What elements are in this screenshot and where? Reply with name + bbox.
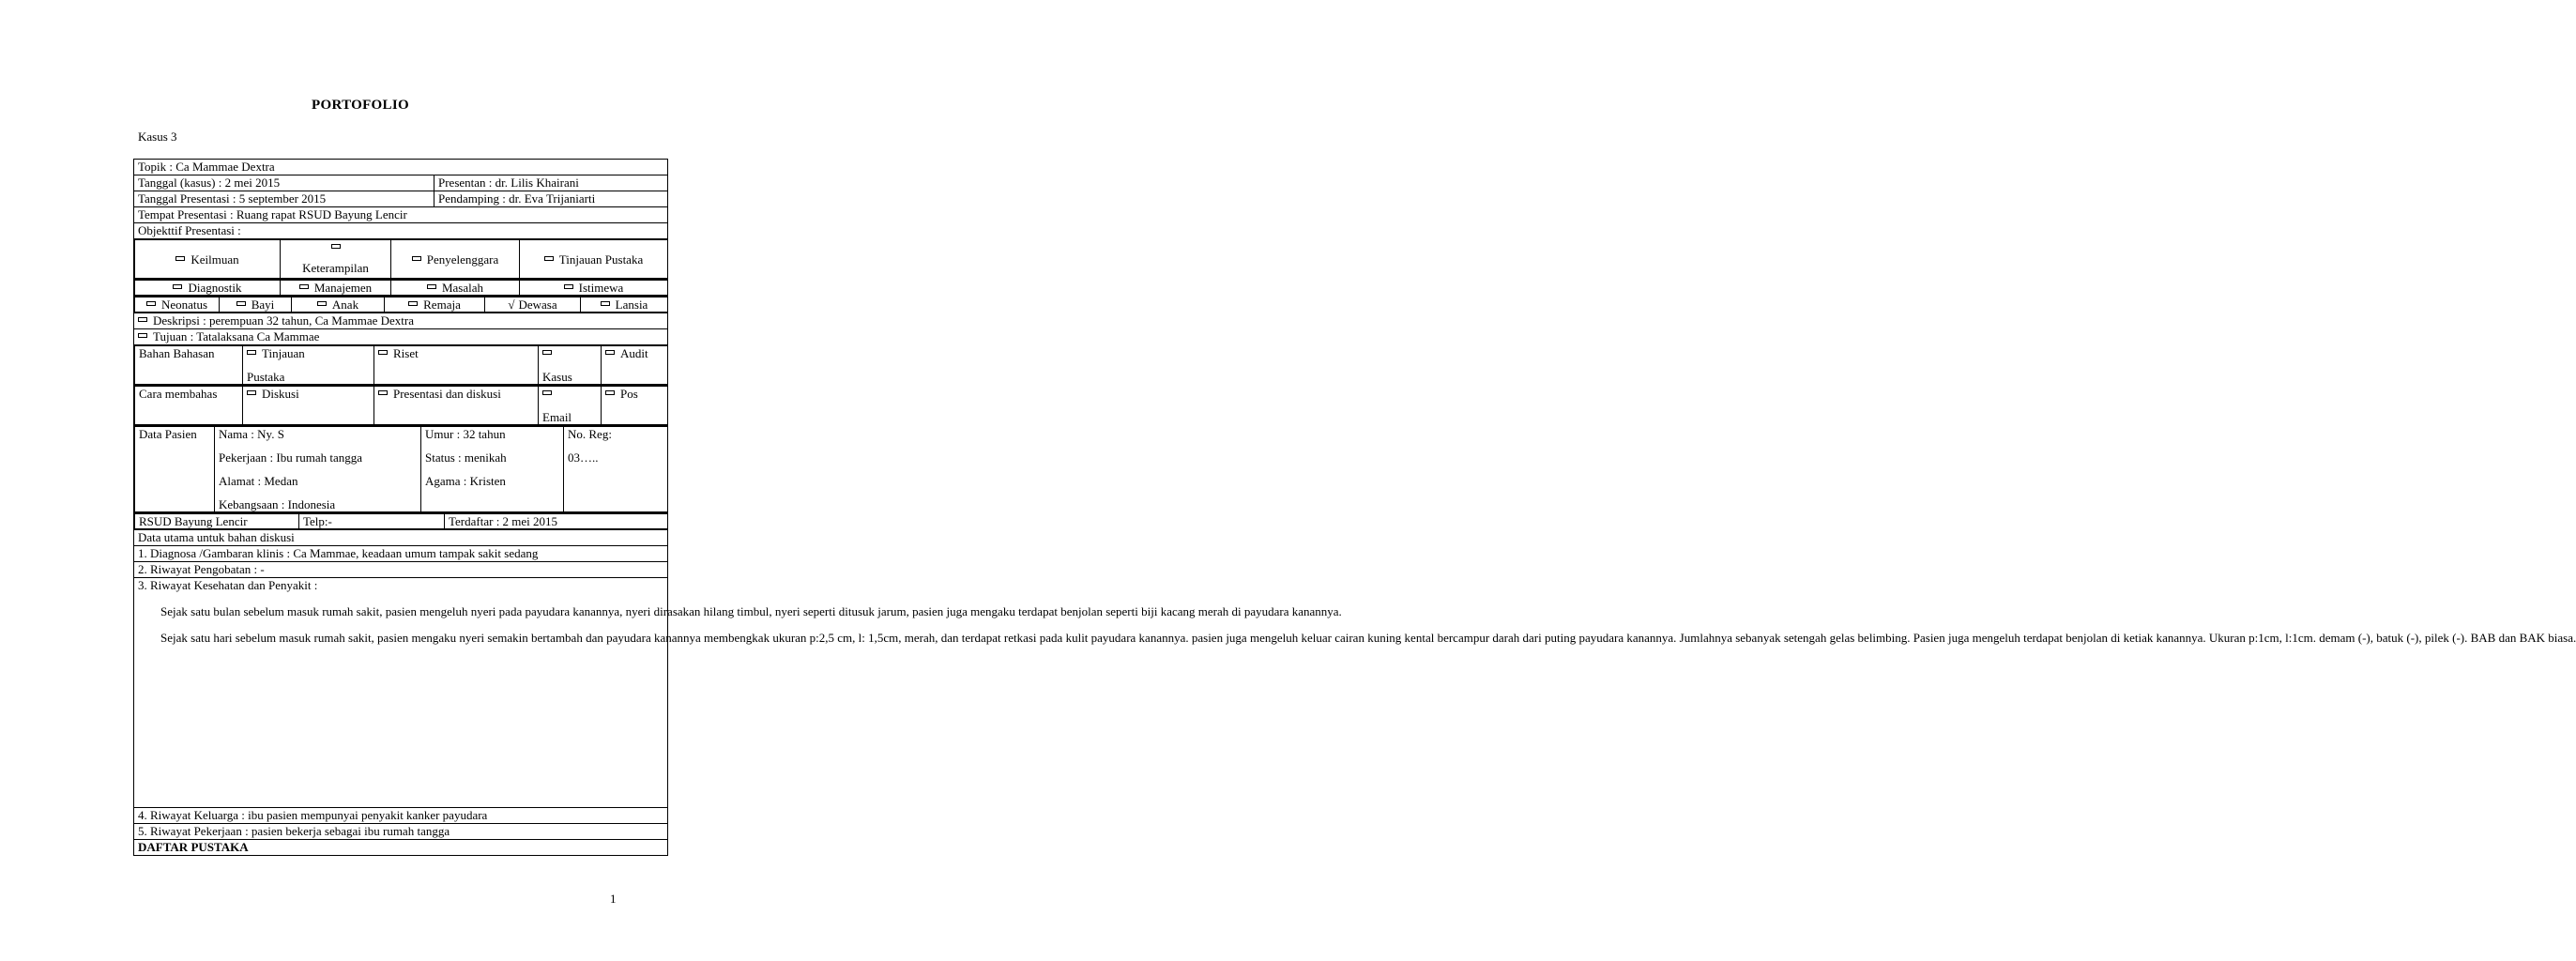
checkbox-icon	[378, 390, 388, 395]
opt-keterampilan[interactable]: Keterampilan	[281, 240, 391, 279]
opt-email[interactable]: Email	[539, 387, 602, 425]
pasien-status: Umur : 32 tahun Status : menikah Agama : Kristen	[421, 427, 564, 512]
case-label: Kasus 3	[138, 130, 177, 144]
checkbox-icon	[605, 390, 615, 395]
checkbox-icon	[175, 256, 185, 261]
checkbox-icon	[378, 350, 388, 355]
pasien-noreg: No. Reg: 03…..	[564, 427, 668, 512]
checkbox-icon	[138, 317, 147, 322]
document-title: PORTOFOLIO	[312, 98, 409, 113]
checkbox-icon	[331, 244, 341, 249]
checkbox-icon	[427, 284, 436, 289]
opt-tinjauan-pustaka[interactable]: Tinjauan Pustaka	[520, 240, 668, 279]
checkbox-icon	[605, 350, 615, 355]
tanggal-kasus: Tanggal (kasus) : 2 mei 2015	[134, 175, 434, 191]
portfolio-form	[133, 159, 2576, 856]
riwayat-keluarga: 4. Riwayat Keluarga : ibu pasien mempunyai penyakit kanker payudara	[134, 808, 668, 824]
paragraph-1: Sejak satu bulan sebelum masuk rumah sakit, pasien mengeluh nyeri pada payudara kanannya, nyeri dirasakan hilang timbul, nyeri seperti ditusuk jarum, pasien juga mengaku terdapat benjolan seperti biji kacang merah di payudara kanannya.	[160, 604, 1342, 618]
rs-name: RSUD Bayung Lencir	[135, 514, 299, 529]
riwayat-kesehatan-heading: 3. Riwayat Kesehatan dan Penyakit :	[138, 578, 318, 592]
checkbox-icon	[412, 256, 421, 261]
opt-neonatus[interactable]: Neonatus	[135, 297, 220, 313]
opt-riset[interactable]: Riset	[374, 346, 539, 385]
diagnosa: 1. Diagnosa /Gambaran klinis : Ca Mammae, keadaan umum tampak sakit sedang	[134, 546, 668, 562]
opt-anak[interactable]: Anak	[292, 297, 385, 313]
terdaftar: Terdaftar : 2 mei 2015	[445, 514, 668, 529]
checkbox-icon	[299, 284, 309, 289]
opt-dewasa[interactable]: √ Dewasa	[485, 297, 581, 313]
opt-masalah[interactable]: Masalah	[391, 281, 520, 296]
opt-tinjauan-pustaka-bahan[interactable]: Tinjauan Pustaka	[243, 346, 374, 385]
opt-keilmuan[interactable]: Keilmuan	[135, 240, 281, 279]
bahan-label: Bahan Bahasan	[135, 346, 243, 385]
riwayat-pekerjaan: 5. Riwayat Pekerjaan : pasien bekerja sebagai ibu rumah tangga	[134, 824, 668, 840]
checkbox-icon	[542, 390, 552, 395]
daftar-pustaka: DAFTAR PUSTAKA	[134, 840, 668, 856]
data-pasien-label: Data Pasien	[135, 427, 215, 512]
checkbox-icon	[247, 390, 256, 395]
checkbox-icon	[247, 350, 256, 355]
checkbox-icon	[317, 301, 327, 306]
checkbox-icon	[138, 333, 147, 338]
opt-audit[interactable]: Audit	[602, 346, 668, 385]
opt-remaja[interactable]: Remaja	[385, 297, 485, 313]
checkbox-icon	[601, 301, 610, 306]
tujuan-row: Tujuan : Tatalaksana Ca Mammae	[134, 329, 668, 345]
opt-pos[interactable]: Pos	[602, 387, 668, 425]
tempat-presentasi: Tempat Presentasi : Ruang rapat RSUD Bayung Lencir	[134, 207, 668, 223]
topik-row: Topik : Ca Mammae Dextra	[134, 160, 668, 175]
checkbox-icon	[544, 256, 554, 261]
riwayat-pengobatan: 2. Riwayat Pengobatan : -	[134, 562, 668, 578]
presentan: Presentan : dr. Lilis Khairani	[434, 175, 668, 191]
deskripsi-row: Deskripsi : perempuan 32 tahun, Ca Mammae Dextra	[134, 313, 668, 329]
checkbox-icon	[236, 301, 246, 306]
telp: Telp:-	[299, 514, 445, 529]
opt-manajemen[interactable]: Manajemen	[281, 281, 391, 296]
paragraph-2: Sejak satu hari sebelum masuk rumah sakit, pasien mengaku nyeri semakin bertambah dan payudara kanannya membengkak ukuran p:2,5 cm, l: 1,5cm, merah, dan terdapat retkasi pada kulit payudara kanannya. pasien juga mengeluh keluar cairan kuning kental bercampur darah dari puting payudara kanannya. Jumlahnya sebanyak setengah gelas belimbing. Pasien juga mengeluh terdapat benjolan di ketiak kanannya. Ukuran p:1cm, l:1cm. demam (-), batuk (-), pilek (-). BAB dan BAK biasa.	[160, 630, 2576, 645]
checkbox-icon	[542, 350, 552, 355]
tanggal-presentasi: Tanggal Presentasi : 5 september 2015	[134, 191, 434, 207]
opt-presentasi-diskusi[interactable]: Presentasi dan diskusi	[374, 387, 539, 425]
check-mark-icon: √	[508, 297, 515, 312]
opt-istimewa[interactable]: Istimewa	[520, 281, 668, 296]
checkbox-icon	[564, 284, 573, 289]
opt-bayi[interactable]: Bayi	[220, 297, 292, 313]
page-number: 1	[610, 892, 617, 906]
opt-lansia[interactable]: Lansia	[581, 297, 668, 313]
opt-penyelenggara[interactable]: Penyelenggara	[391, 240, 520, 279]
pasien-identitas: Nama : Ny. S Pekerjaan : Ibu rumah tangga Alamat : Medan Kebangsaan : Indonesia	[215, 427, 421, 512]
riwayat-kesehatan-section	[134, 578, 2576, 808]
pendamping: Pendamping : dr. Eva Trijaniarti	[434, 191, 668, 207]
opt-diskusi[interactable]: Diskusi	[243, 387, 374, 425]
checkbox-icon	[408, 301, 418, 306]
opt-diagnostik[interactable]: Diagnostik	[135, 281, 281, 296]
cara-label: Cara membahas	[135, 387, 243, 425]
objektif-presentasi: Objekttif Presentasi :	[134, 223, 668, 239]
data-utama: Data utama untuk bahan diskusi	[134, 530, 668, 546]
checkbox-icon	[146, 301, 156, 306]
checkbox-icon	[173, 284, 182, 289]
opt-kasus[interactable]: Kasus	[539, 346, 602, 385]
